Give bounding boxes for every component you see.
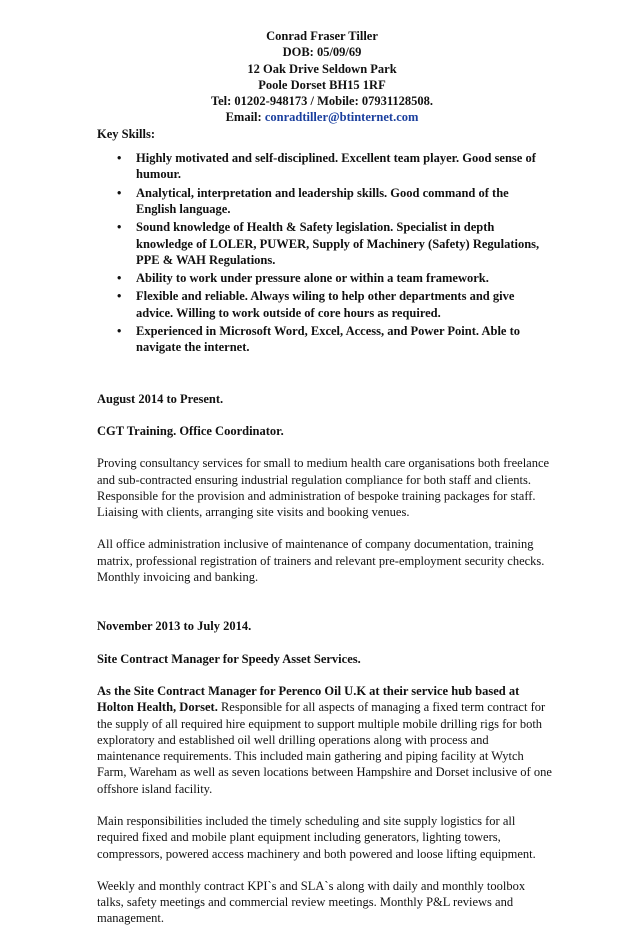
job-2-role-intro: As the Site Contract Manager for Perenco Oil U.K at their service hub based at Holton Health, Dorset.	[97, 683, 520, 715]
job-2-description	[97, 683, 552, 797]
email-link[interactable]: conradtiller@btinternet.com	[264, 110, 419, 125]
skill-item	[97, 288, 552, 321]
job-2-title: Site Contract Manager for Speedy Asset Services.	[97, 651, 361, 666]
cv-page	[97, 28, 552, 927]
skill-text: Highly motivated and self-disciplined. Excellent team player. Good sense of humour.	[136, 151, 536, 182]
bullet-icon: •	[117, 185, 122, 200]
job-1-dates: August 2014 to Present.	[97, 391, 224, 406]
email-label: Email:	[225, 110, 265, 125]
bullet-icon: •	[117, 324, 122, 339]
skill-text: Flexible and reliable. Always wiling to help other departments and give advice. Willing to work outside of core hours as required.	[136, 289, 515, 320]
candidate-name: Conrad Fraser Tiller	[266, 29, 378, 43]
skill-text: Ability to work under pressure alone or within a team framework.	[136, 271, 489, 286]
email-line	[167, 109, 477, 125]
address-line-2: Poole Dorset BH15 1RF	[258, 77, 386, 92]
job-1-title: CGT Training. Office Coordinator.	[97, 423, 284, 438]
bullet-icon: •	[117, 220, 122, 235]
phone-numbers: Tel: 01202-948173 / Mobile: 07931128508.	[210, 94, 434, 109]
job-2-reporting: Weekly and monthly contract KPI`s and SLA`s along with daily and monthly toolbox talks, safety meetings and commercial review meetings. Monthly P&L reviews and management.	[97, 878, 526, 926]
job-2-responsibilities: Main responsibilities included the timely scheduling and site supply logistics for all required fixed and mobile plant equipment including generators, lighting towers, compressors, powered access machinery and both powered and loose lifting equipment.	[97, 813, 536, 861]
bullet-icon: •	[117, 289, 122, 304]
job-2-dates: November 2013 to July 2014.	[97, 619, 252, 634]
skill-item	[97, 270, 552, 286]
skill-item	[97, 219, 552, 268]
skill-text: Sound knowledge of Health & Safety legislation. Specialist in depth knowledge of LOLER, PUWER, Supply of Machinery (Safety) Regulations, PPE & WAH Regulations.	[136, 220, 540, 267]
skill-text: Experienced in Microsoft Word, Excel, Access, and Power Point. Able to navigate the internet.	[136, 324, 520, 355]
skill-item	[97, 323, 552, 356]
bullet-icon: •	[117, 151, 122, 166]
bullet-icon: •	[117, 271, 122, 286]
job-1-admin-duties: All office administration inclusive of maintenance of company documentation, training matrix, professional registration of trainers and relevant pre-employment security checks. Monthly invoicing and banking.	[97, 537, 545, 585]
skill-text: Analytical, interpretation and leadership skills. Good command of the English language.	[136, 185, 509, 216]
job-2-role-details: Responsible for all aspects of managing a fixed term contract for the supply of all required hire equipment to support multiple mobile drilling rigs for both exploratory and established oil well drilling operations along with process and maintenance requirements. This included main gathering and piping facility at Wytch Farm, Wareham as well as seven locations between Hampshire and Dorset inclusive of one offshore island facility.	[97, 700, 552, 796]
skill-item	[97, 150, 552, 183]
contact-header	[167, 28, 477, 126]
key-skills-list	[97, 150, 552, 356]
address-line-1: 12 Oak Drive Seldown Park	[247, 61, 397, 76]
key-skills-title: Key Skills:	[97, 126, 155, 141]
skill-item	[97, 185, 552, 218]
date-of-birth: DOB: 05/09/69	[282, 45, 362, 60]
job-1-description: Proving consultancy services for small to medium health care organisations both freelance and sub-contracted ensuring industrial regulation compliance for both staff and clients. Responsible for the provision and administration of bespoke training packages for staff. Liaising with clients, arranging site visits and booking venues.	[97, 456, 550, 520]
